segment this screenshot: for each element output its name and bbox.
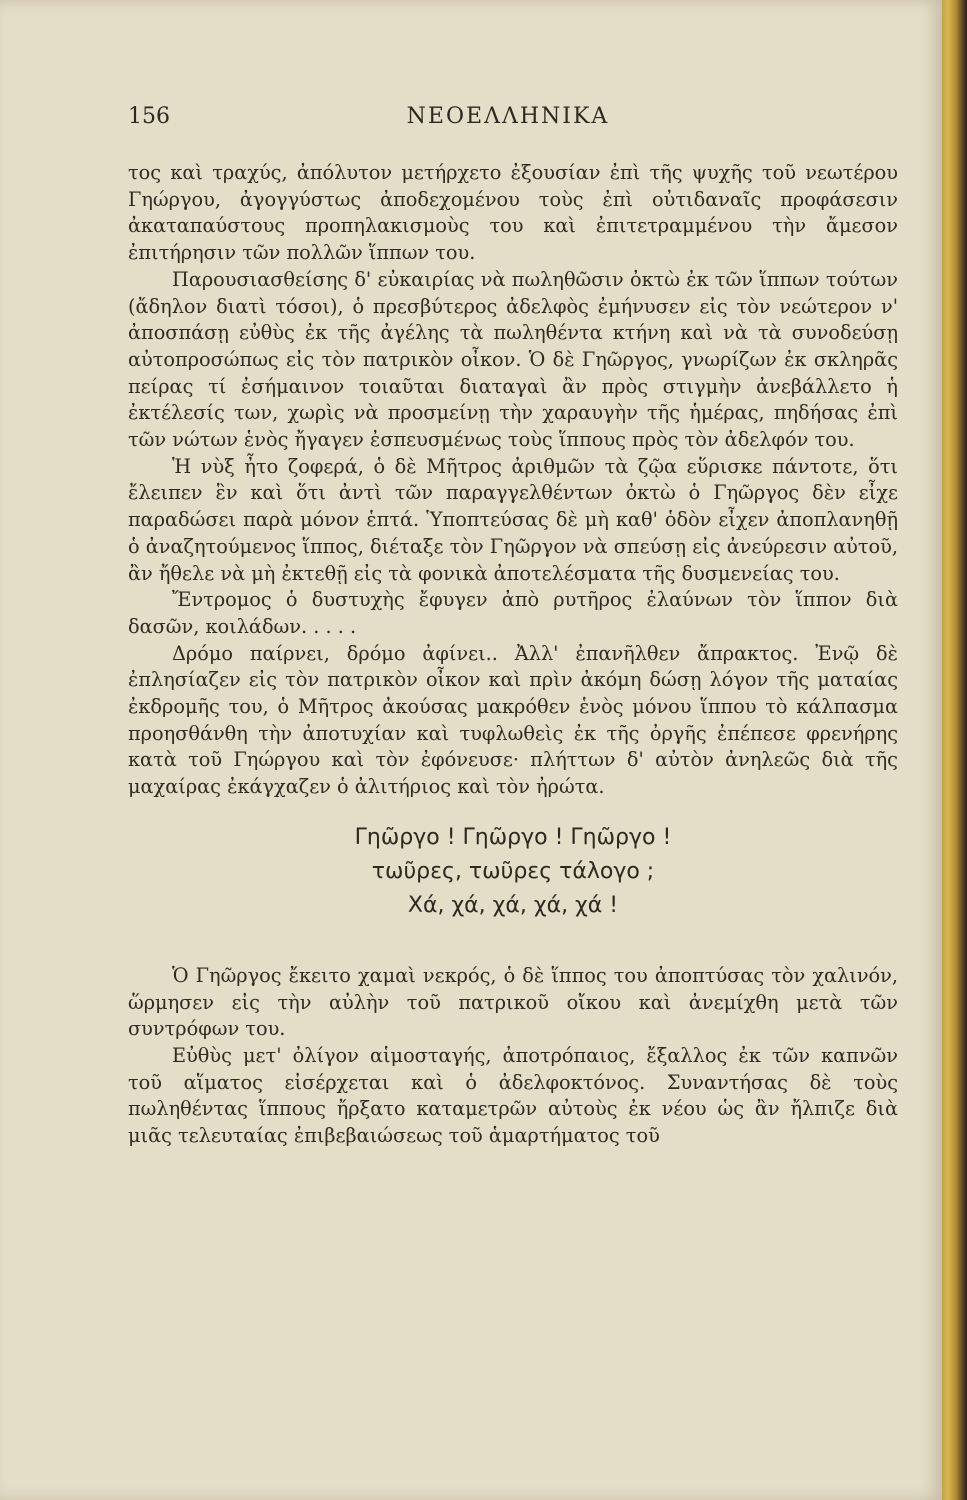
page-header [128,104,928,144]
page-edge [942,0,967,1500]
running-title: ΝΕΟΕΛΛΗΝΙΚΑ [406,104,610,129]
paragraph: Ἡ νὺξ ἦτο ζοφερά, ὁ δὲ Μῆτρος ἀριθμῶν τὰ ζῷα εὕρισκε πάντοτε, ὅτι ἔλειπεν ἓν καὶ ὅτι ἀντὶ τῶν παραγγελθέντων ὀκτὼ ὁ Γηῶργος δὲν εἶχε παραδώσει παρὰ μόνον ἑπτά. Ὑποπτεύσας δὲ μὴ καθ' ὁδὸν εἶχεν ἀποπλανηθῇ ὁ ἀναζητούμενος ἵππος, διέταξε τὸν Γηῶργον νὰ σπεύσῃ εἰς ἀνεύρεσιν αὐτοῦ, ἂν ἤθελε νὰ μὴ ἐκτεθῇ εἰς τὰ φονικὰ ἀποτελέσματα τῆς δυσμενείας του. [128,454,898,585]
paragraph: Ὁ Γηῶργος ἔκειτο χαμαὶ νεκρός, ὁ δὲ ἵππος του ἀποπτύσας τὸν χαλινόν, ὥρμησεν εἰς τὴν αὐλὴν τοῦ πατρικοῦ οἴκου καὶ ἀνεμίχθη μετὰ τῶν συντρόφων του. [128,963,898,1041]
verse-block [128,821,898,923]
paragraph: Δρόμο παίρνει, δρόμο ἀφίνει.. Ἀλλ' ἐπανῆλθεν ἄπρακτος. Ἐνῷ δὲ ἐπλησίαζεν εἰς τὸν πατρικὸν οἶκον καὶ πρὶν ἀκόμη δώσῃ λόγον τῆς ματαίας ἐκδρομῆς του, ὁ Μῆτρος ἀκούσας μακρόθεν ἑνὸς μόνου ἵππου τὸ κάλπασμα προησθάνθη τὴν ἀποτυχίαν καὶ τυφλωθεὶς ἐκ τῆς ὀργῆς ἐπέπεσε φρενήρης κατὰ τοῦ Γηώργου καὶ τὸν ἐφόνευσε· πλήττων δ' αὐτὸν ἀνηλεῶς διὰ τῆς μαχαίρας ἐκάγχαζεν ὁ ἀλιτήριος καὶ τὸν ἠρώτα. [128,641,898,799]
verse-line: Χά, χά, χά, χά, χά ! [407,892,619,918]
verse-line: τωῦρες, τωῦρες τάλογο ; [371,858,655,884]
paragraph: Παρουσιασθείσης δ' εὐκαιρίας νὰ πωληθῶσιν ὀκτὼ ἐκ τῶν ἵππων τούτων (ἄδηλον διατὶ τόσοι), ὁ πρεσβύτερος ἀδελφὸς ἐμήνυσεν εἰς τὸν νεώτερον ν' ἀποσπάσῃ εὐθὺς ἐκ τῆς ἀγέλης τὰ πωληθέντα κτήνη καὶ νὰ τὰ συνοδεύσῃ αὐτοπροσώπως εἰς τὸν πατρικὸν οἶκον. Ὁ δὲ Γηῶργος, γνωρίζων ἐκ σκληρᾶς πείρας τί ἐσήμαινον τοιαῦται διαταγαὶ ἂν πρὸς στιγμὴν ἀνεβάλλετο ἡ ἐκτέλεσίς των, χωρὶς νὰ προσμείνῃ τὴν χαραυγὴν τῆς ἡμέρας, πηδήσας ἐπὶ τῶν νώτων ἑνὸς ἤγαγεν ἐσπευσμένως τοὺς ἵππους πρὸς τὸν ἀδελφόν του. [128,267,898,452]
page-number: 156 [128,104,170,129]
verse-line: Γηῶργο ! Γηῶργο ! Γηῶργο ! [354,824,672,850]
paragraph: τος καὶ τραχύς, ἀπόλυτον μετήρχετο ἐξουσίαν ἐπὶ τῆς ψυχῆς τοῦ νεωτέρου Γηώργου, ἀγογγύστως ἀποδεχομένου τοὺς ἐπὶ οὐτιδαναῖς προφάσεσιν ἀκαταπαύστους προπηλακισμοὺς του καὶ ἐπιτετραμμένου τὴν ἄμεσον ἐπιτήρησιν τῶν πολλῶν ἵππων του. [128,161,898,265]
body-text [128,160,898,1150]
paragraph: Ἔντρομος ὁ δυστυχὴς ἔφυγεν ἀπὸ ρυτῆρος ἐλαύνων τὸν ἵππον διὰ δασῶν, κοιλάδων. . . . . [128,588,898,638]
paragraph: Εὐθὺς μετ' ὀλίγον αἱμοσταγής, ἀποτρόπαιος, ἔξαλλος ἐκ τῶν καπνῶν τοῦ αἵματος εἰσέρχεται καὶ ὁ ἀδελφοκτόνος. Συναντήσας δὲ τοὺς πωληθέντας ἵππους ἤρξατο καταμετρῶν αὐτοὺς ἐκ νέου ὡς ἂν ἤλπιζε διὰ μιᾶς τελευταίας ἐπιβεβαιώσεως τοῦ ἁμαρτήματος τοῦ [128,1043,898,1148]
